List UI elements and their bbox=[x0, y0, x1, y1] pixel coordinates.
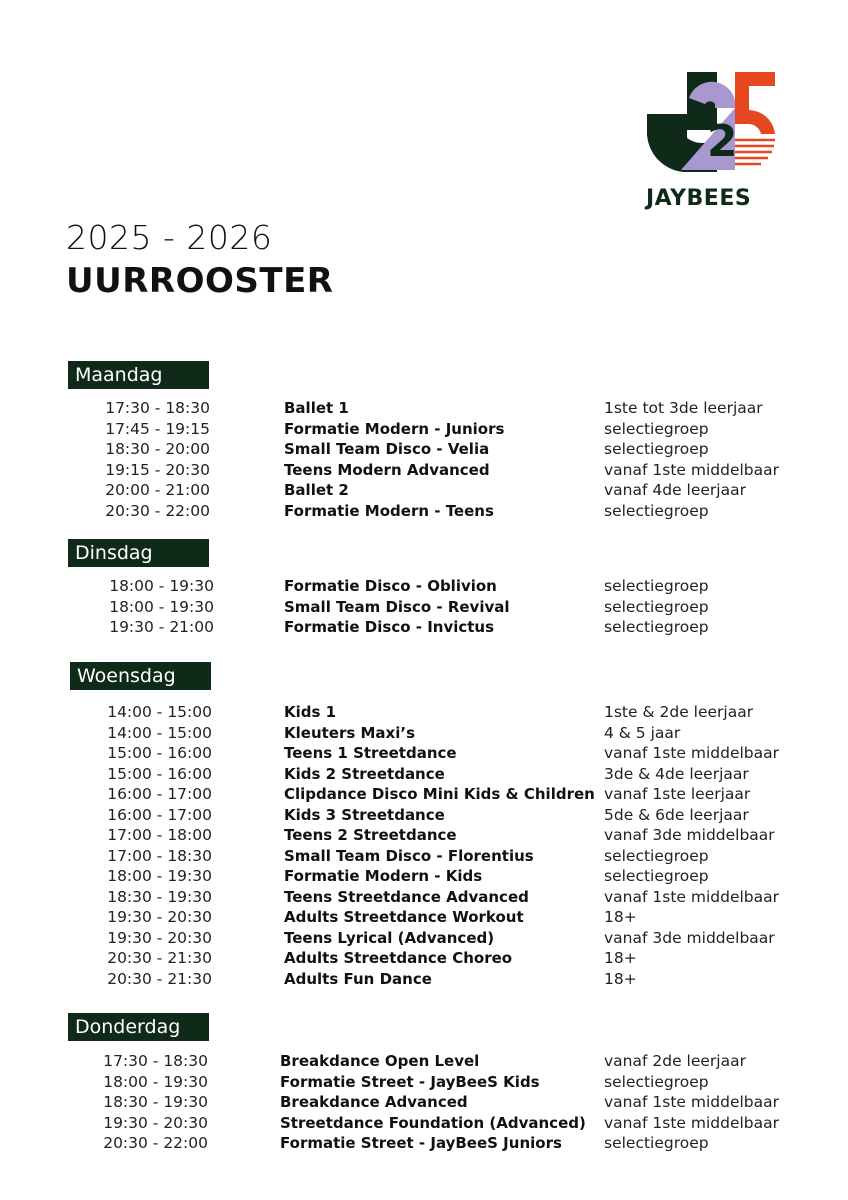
time: 18:30 - 19:30 bbox=[103, 1093, 208, 1111]
audience: 18+ bbox=[604, 908, 637, 926]
class-name: Adults Fun Dance bbox=[284, 969, 432, 988]
audience: selectiegroep bbox=[604, 597, 709, 616]
class-name: Formatie Street - JayBeeS Juniors bbox=[280, 1134, 562, 1152]
class-name: Teens Streetdance Advanced bbox=[284, 887, 529, 906]
time: 17:00 - 18:00 bbox=[107, 826, 212, 844]
time: 19:15 - 20:30 bbox=[105, 460, 210, 479]
time: 20:30 - 22:00 bbox=[103, 1134, 208, 1152]
class-name: Kids 1 bbox=[284, 703, 337, 721]
audience: vanaf 4de leerjaar bbox=[604, 481, 746, 499]
class-name: Streetdance Foundation (Advanced) bbox=[280, 1113, 586, 1132]
audience: selectiegroep bbox=[604, 846, 709, 865]
class-name: Formatie Modern - Teens bbox=[284, 501, 494, 520]
class-name: Teens 2 Streetdance bbox=[284, 826, 457, 844]
day-header-woensdag: Woensdag bbox=[70, 662, 211, 690]
class-name: Adults Streetdance Workout bbox=[284, 908, 524, 926]
class-name: Breakdance Advanced bbox=[280, 1093, 468, 1111]
time: 19:30 - 20:30 bbox=[103, 1113, 208, 1132]
season-year: 2025 - 2026 bbox=[66, 218, 273, 257]
svg-text:2: 2 bbox=[707, 116, 738, 167]
audience: selectiegroep bbox=[604, 419, 709, 438]
day-header-donderdag: Donderdag bbox=[68, 1013, 209, 1041]
time: 20:30 - 21:30 bbox=[107, 969, 212, 988]
time: 14:00 - 15:00 bbox=[107, 723, 212, 742]
audience: selectiegroep bbox=[604, 1072, 709, 1091]
class-name: Ballet 1 bbox=[284, 399, 349, 417]
jaybees-25-logo-icon bbox=[645, 70, 777, 175]
time: 19:30 - 20:30 bbox=[107, 908, 212, 926]
audience: vanaf 1ste middelbaar bbox=[604, 887, 779, 906]
class-name: Formatie Modern - Kids bbox=[284, 867, 483, 885]
time: 19:30 - 20:30 bbox=[107, 928, 212, 947]
audience: vanaf 3de middelbaar bbox=[604, 826, 775, 844]
time: 20:30 - 21:30 bbox=[107, 949, 212, 967]
time: 20:30 - 22:00 bbox=[105, 501, 210, 520]
class-name: Kids 2 Streetdance bbox=[284, 764, 445, 783]
class-name: Kids 3 Streetdance bbox=[284, 805, 445, 824]
class-name: Formatie Street - JayBeeS Kids bbox=[280, 1072, 540, 1091]
class-name: Teens Modern Advanced bbox=[284, 460, 490, 479]
time: 18:00 - 19:30 bbox=[103, 1072, 208, 1091]
page-title: UURROOSTER bbox=[66, 261, 334, 301]
class-name: Formatie Disco - Oblivion bbox=[284, 577, 497, 595]
time: 17:30 - 18:30 bbox=[103, 1052, 208, 1070]
time: 14:00 - 15:00 bbox=[107, 703, 212, 721]
audience: vanaf 1ste middelbaar bbox=[604, 1093, 779, 1111]
audience: 18+ bbox=[604, 949, 637, 967]
class-name: Clipdance Disco Mini Kids & Children bbox=[284, 785, 595, 803]
audience: vanaf 1ste leerjaar bbox=[604, 785, 751, 803]
audience: selectiegroep bbox=[604, 577, 709, 595]
audience: 1ste & 2de leerjaar bbox=[604, 703, 754, 721]
class-name: Ballet 2 bbox=[284, 481, 349, 499]
audience: 1ste tot 3de leerjaar bbox=[604, 399, 763, 417]
audience: vanaf 1ste middelbaar bbox=[604, 1113, 779, 1132]
audience: 18+ bbox=[604, 969, 637, 988]
time: 15:00 - 16:00 bbox=[107, 744, 212, 762]
day-header-maandag: Maandag bbox=[68, 361, 209, 389]
audience: vanaf 3de middelbaar bbox=[604, 928, 775, 947]
class-name: Breakdance Open Level bbox=[280, 1052, 480, 1070]
day-header-dinsdag: Dinsdag bbox=[68, 539, 209, 567]
audience: vanaf 1ste middelbaar bbox=[604, 744, 779, 762]
audience: vanaf 2de leerjaar bbox=[604, 1052, 746, 1070]
time: 18:00 - 19:30 bbox=[107, 867, 212, 885]
audience: selectiegroep bbox=[604, 1134, 709, 1152]
time: 18:00 - 19:30 bbox=[109, 597, 214, 616]
class-name: Teens 1 Streetdance bbox=[284, 744, 457, 762]
time: 17:00 - 18:30 bbox=[107, 846, 212, 865]
audience: selectiegroep bbox=[604, 440, 709, 458]
class-name: Formatie Modern - Juniors bbox=[284, 419, 505, 438]
time: 20:00 - 21:00 bbox=[105, 481, 210, 499]
time: 16:00 - 17:00 bbox=[107, 805, 212, 824]
time: 16:00 - 17:00 bbox=[107, 785, 212, 803]
time: 17:30 - 18:30 bbox=[105, 399, 210, 417]
class-name: Small Team Disco - Revival bbox=[284, 597, 510, 616]
class-name: Adults Streetdance Choreo bbox=[284, 949, 513, 967]
audience: selectiegroep bbox=[604, 618, 709, 636]
time: 18:30 - 19:30 bbox=[107, 887, 212, 906]
brand-name: JAYBEES bbox=[646, 186, 752, 211]
time: 17:45 - 19:15 bbox=[105, 419, 210, 438]
audience: vanaf 1ste middelbaar bbox=[604, 460, 779, 479]
class-name: Small Team Disco - Velia bbox=[284, 440, 490, 458]
audience: 4 & 5 jaar bbox=[604, 723, 681, 742]
class-name: Small Team Disco - Florentius bbox=[284, 846, 534, 865]
audience: selectiegroep bbox=[604, 867, 709, 885]
time: 15:00 - 16:00 bbox=[107, 764, 212, 783]
time: 19:30 - 21:00 bbox=[109, 618, 214, 636]
class-name: Teens Lyrical (Advanced) bbox=[284, 928, 495, 947]
class-name: Kleuters Maxi’s bbox=[284, 723, 416, 742]
class-name: Formatie Disco - Invictus bbox=[284, 618, 495, 636]
time: 18:30 - 20:00 bbox=[105, 440, 210, 458]
audience: 3de & 4de leerjaar bbox=[604, 764, 749, 783]
audience: selectiegroep bbox=[604, 501, 709, 520]
audience: 5de & 6de leerjaar bbox=[604, 805, 749, 824]
time: 18:00 - 19:30 bbox=[109, 577, 214, 595]
